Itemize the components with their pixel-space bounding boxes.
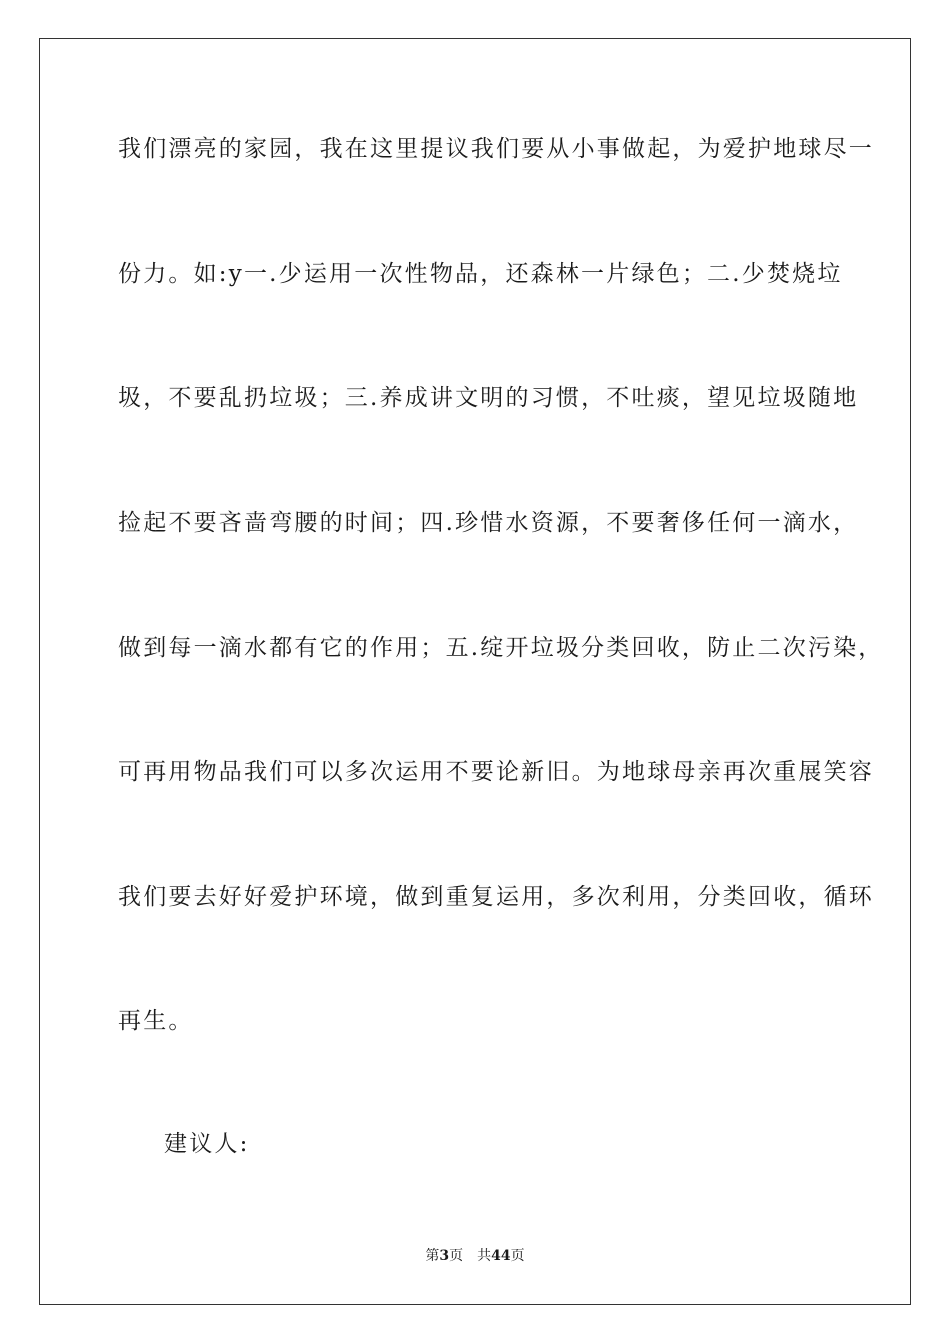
page-suffix: 页 (449, 1248, 464, 1264)
page-prefix: 第 (425, 1248, 440, 1264)
paragraph-line: 再生。 (118, 1008, 194, 1034)
page-number: 3 (439, 1248, 450, 1264)
page-footer (0, 1247, 950, 1265)
paragraph-line: 份力。如:y一.少运用一次性物品，还森林一片绿色；二.少焚烧垃 (118, 261, 843, 287)
page-border (39, 38, 911, 1305)
total-prefix: 共 (477, 1248, 492, 1264)
paragraph-line: 圾，不要乱扔垃圾；三.养成讲文明的习惯，不吐痰，望见垃圾随地 (118, 385, 859, 411)
total-pages: 44 (491, 1248, 511, 1264)
signature-label: 建议人: (164, 1131, 250, 1157)
total-suffix: 页 (510, 1248, 525, 1264)
paragraph-line: 我们漂亮的家园，我在这里提议我们要从小事做起，为爱护地球尽一 (118, 136, 874, 162)
paragraph-line: 捡起不要吝啬弯腰的时间；四.珍惜水资源，不要奢侈任何一滴水， (118, 510, 859, 536)
paragraph-line: 我们要去好好爱护环境，做到重复运用，多次利用，分类回收，循环 (118, 884, 874, 910)
paragraph-line: 可再用物品我们可以多次运用不要论新旧。为地球母亲再次重展笑容 (118, 759, 874, 785)
paragraph-line: 做到每一滴水都有它的作用；五.绽开垃圾分类回收，防止二次污染， (118, 635, 884, 661)
